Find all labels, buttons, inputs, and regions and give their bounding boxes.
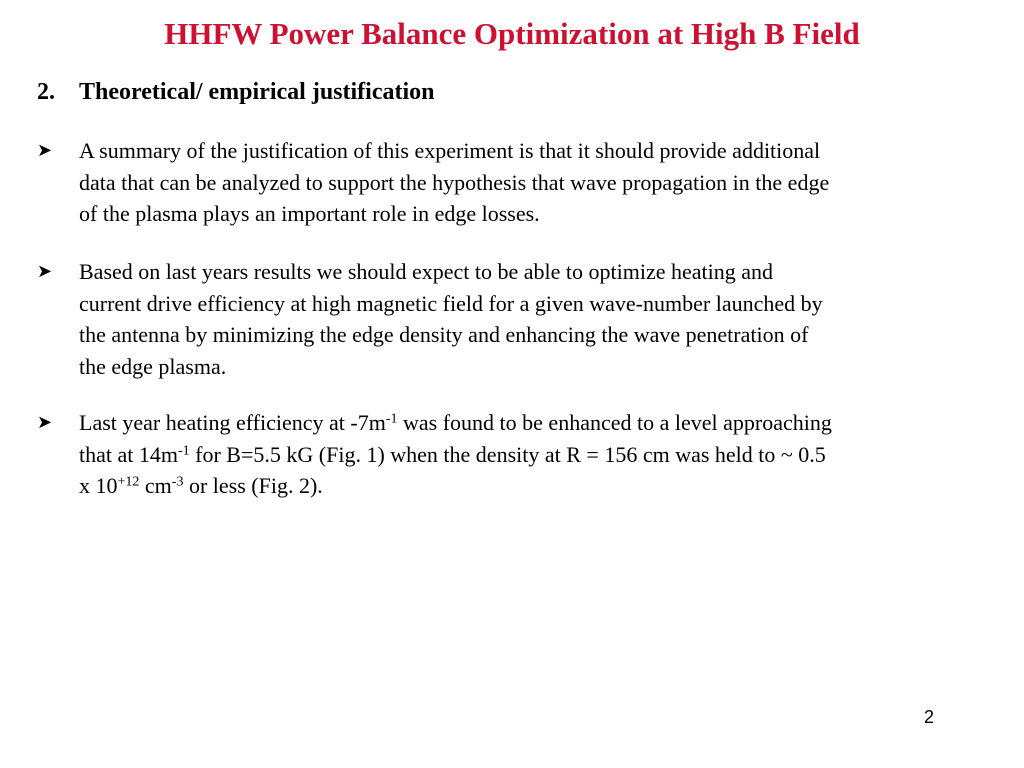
bullet-text — [79, 135, 977, 230]
bullet-text-run: x 10 — [79, 473, 118, 498]
bullet-text — [79, 256, 977, 382]
section-number: 2. — [37, 79, 55, 105]
bullet-item-justification-summary — [37, 135, 977, 230]
bullet-item-expected-results — [37, 256, 977, 382]
bullet-line: of the plasma plays an important role in edge losses. — [79, 201, 540, 226]
bullet-line: the antenna by minimizing the edge density and enhancing the wave penetration of — [79, 322, 809, 347]
bullet-line: A summary of the justification of this experiment is that it should provide additional — [79, 138, 821, 163]
superscript: -3 — [171, 474, 184, 490]
slide-title: HHFW Power Balance Optimization at High B Field — [164, 16, 860, 51]
bullet-text-run: that at 14m — [79, 441, 178, 467]
bullet-text-run: for B=5.5 kG (Fig. 1) when the density at R = 156 cm was held to ~ 0.5 — [189, 441, 826, 467]
bullet-item-heating-efficiency — [37, 407, 977, 502]
arrowhead-bullet-icon: ➤ — [37, 140, 53, 161]
superscript: -1 — [385, 411, 398, 427]
arrowhead-bullet-icon: ➤ — [37, 412, 53, 433]
bullet-line: data that can be analyzed to support the hypothesis that wave propagation in the edge — [79, 169, 830, 195]
bullet-line: the edge plasma. — [79, 353, 227, 379]
bullet-line: Based on last years results we should expect to be able to optimize heating and — [79, 259, 774, 284]
section-heading — [37, 76, 435, 108]
superscript: -1 — [177, 442, 190, 458]
bullet-text-run: Last year heating efficiency at -7m — [79, 410, 386, 435]
page-number: 2 — [924, 707, 935, 727]
section-heading-text: Theoretical/ empirical justification — [79, 79, 435, 105]
bullet-text-run: was found to be enhanced to a level approaching — [397, 410, 832, 435]
arrowhead-bullet-icon: ➤ — [37, 261, 53, 282]
bullet-text — [79, 407, 977, 502]
bullet-line: current drive efficiency at high magnetic field for a given wave-number launched by — [79, 290, 823, 316]
superscript: +12 — [117, 474, 140, 490]
bullet-text-run: cm — [139, 473, 172, 498]
bullet-text-run: or less (Fig. 2). — [183, 473, 323, 498]
